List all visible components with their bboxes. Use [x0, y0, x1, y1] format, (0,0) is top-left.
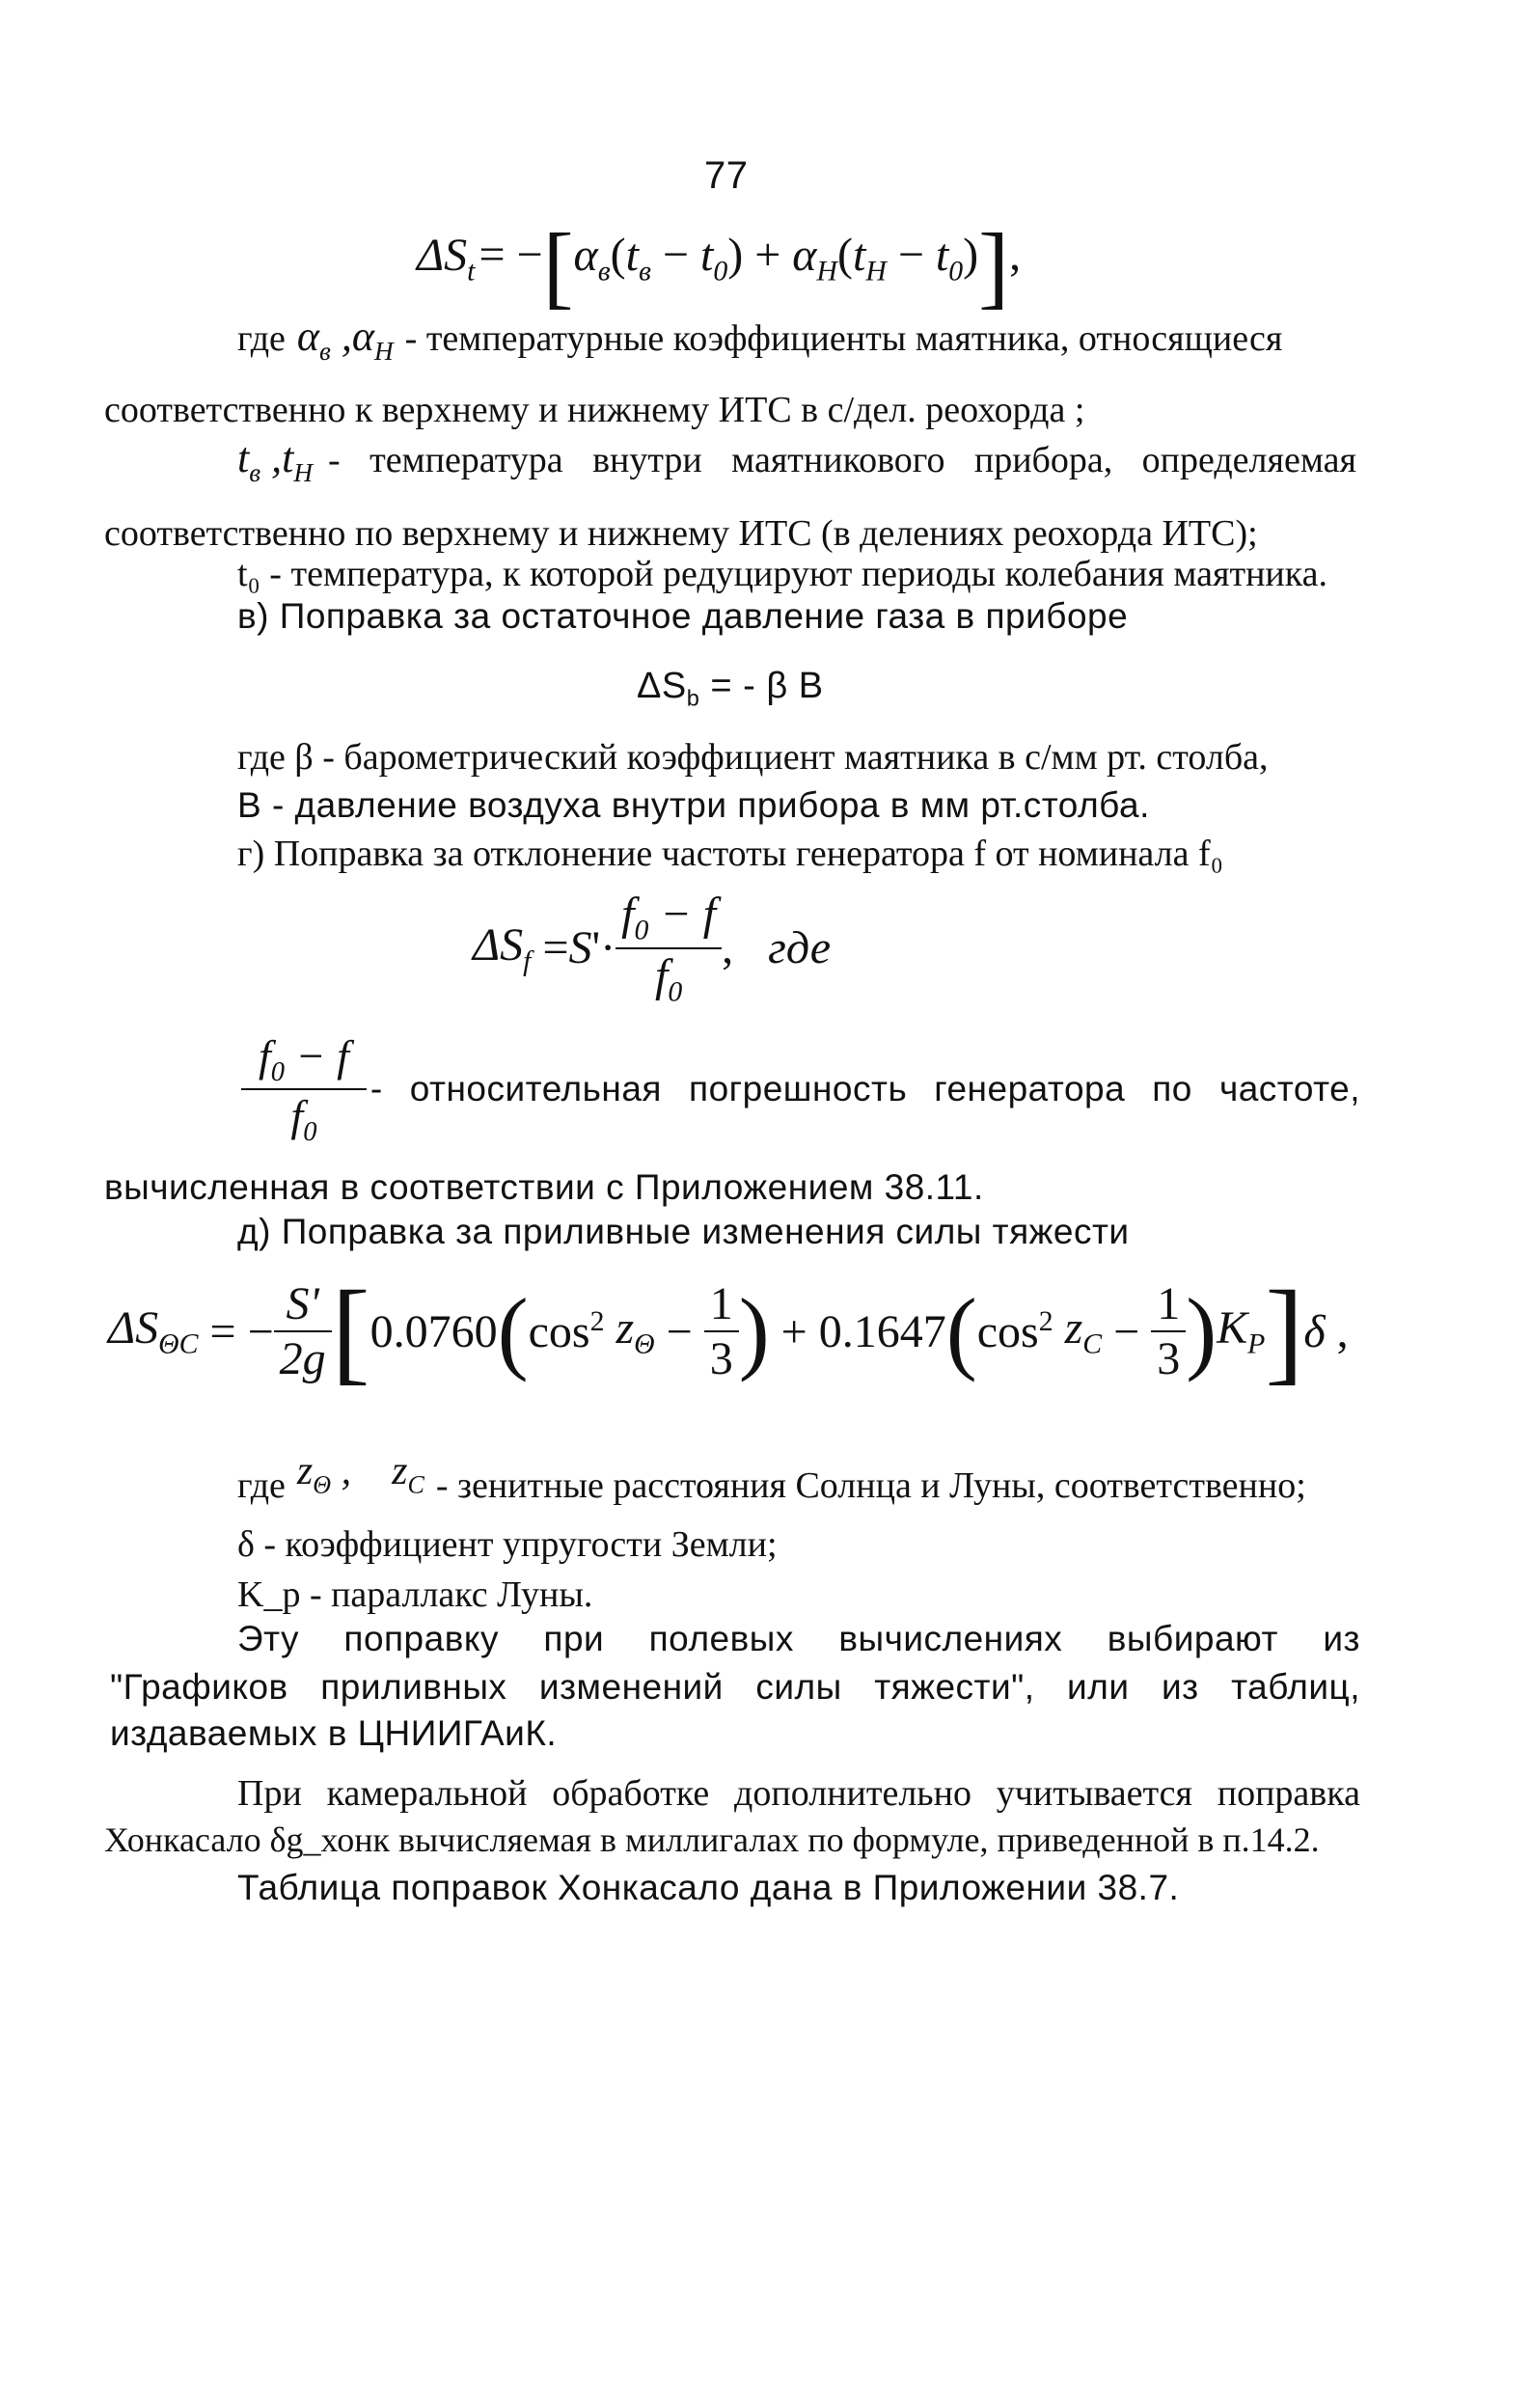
honkasalo-line1: При камеральной обработке дополнительно учитывается поправка: [237, 1773, 1360, 1814]
formula-where: где: [768, 922, 832, 974]
section-tidal: д) Поправка за приливные изменения силы тяжести: [237, 1212, 1130, 1251]
paragraph-alpha: [237, 315, 1356, 373]
delta-description: δ - коэффициент упругости Земли;: [237, 1524, 778, 1565]
paragraph-relative-error: [241, 1030, 1360, 1148]
zenith-symbols: $z_\Theta$ , $z_C$: [296, 1449, 424, 1499]
temp-description: - температура внутри маятникового прибора, определяемая: [328, 440, 1356, 480]
section-gas-pressure: в) Поправка за остаточное давление газа в приборе: [237, 596, 1129, 636]
paragraph-temp: [237, 436, 1356, 495]
beta-description: где β - барометрический коэффициент маятника в с/мм рт. столба,: [237, 737, 1269, 778]
zenith-description: - зенитные расстояния Солнца и Луны, соответственно;: [435, 1465, 1306, 1506]
temp-description-cont: соответственно по верхнему и нижнему ИТС (в делениях реохорда ИТС);: [104, 513, 1258, 554]
alpha-description-cont: соответственно к верхнему и нижнему ИТС в с/дел. реохорда ;: [104, 390, 1085, 430]
where-label-2: где: [237, 1465, 286, 1506]
formula-pressure: $\Delta S_b$ = - β B: [637, 666, 824, 711]
relative-error-fraction: $\frac{f_0 - f}{f_0}$: [241, 1030, 367, 1148]
frequency-fraction: $\frac{f_0 - f}{f_0}$: [616, 888, 722, 1008]
relative-error-cont: вычисленная в соответствии с Приложением 38.11.: [104, 1167, 984, 1207]
alpha-symbols: $\alpha_в$ $,\alpha_H$: [296, 313, 394, 366]
temp-symbols: $t_в$ $,t_H$: [237, 434, 314, 487]
kp-description: K_p - параллакс Луны.: [237, 1574, 593, 1615]
section-frequency: г) Поправка за отклонение частоты генератора f от номинала f₀: [237, 834, 1223, 874]
honkasalo-line2: Хонкасало δg_хонк вычисляемая в миллигалах по формуле, приведенной в п.14.2.: [104, 1820, 1320, 1859]
paragraph-zenith: [237, 1449, 1306, 1520]
honkasalo-table-note: Таблица поправок Хонкасало дана в Приложении 38.7.: [237, 1868, 1180, 1907]
relative-error-description: - относительная погрешность генератора по частоте,: [369, 1069, 1360, 1109]
tidal-source-line3: издаваемых в ЦНИИГАиК.: [110, 1713, 558, 1753]
alpha-description: - температурные коэффициенты маятника, относящиеся: [404, 318, 1283, 359]
where-label: где: [237, 318, 286, 359]
t0-description: t₀ - температура, к которой редуцируют периоды колебания маятника.: [237, 554, 1328, 594]
formula-frequency: $\Delta S_f$ = S '· $\frac{f_0 - f}{f_0}$ , где: [473, 889, 832, 1008]
tidal-source-line2: "Графиков приливных изменений силы тяжести", или из таблиц,: [110, 1667, 1360, 1707]
b-description: B - давление воздуха внутри прибора в мм рт.столба.: [237, 785, 1150, 825]
page-number: 77: [704, 154, 749, 197]
formula-temperature: $\Delta S_t = -[\alpha_в(t_в - t_0) + \alpha_H(t_H - t_0)]$,: [417, 214, 1022, 317]
formula-tidal: $\Delta S_{\Theta C}$ = − $\frac{S'}{2g}$ [ 0.0760 ( $\cos^2$ $z_\Theta$ − $\frac{1}{3}$ ) + 0.1647 ( $\cos^2$ $z_C$ − $\frac{1}{3}$ ) $K_P$ ] δ ,: [108, 1267, 1349, 1395]
tidal-source-line1: Эту поправку при полевых вычислениях выбирают из: [237, 1619, 1360, 1658]
